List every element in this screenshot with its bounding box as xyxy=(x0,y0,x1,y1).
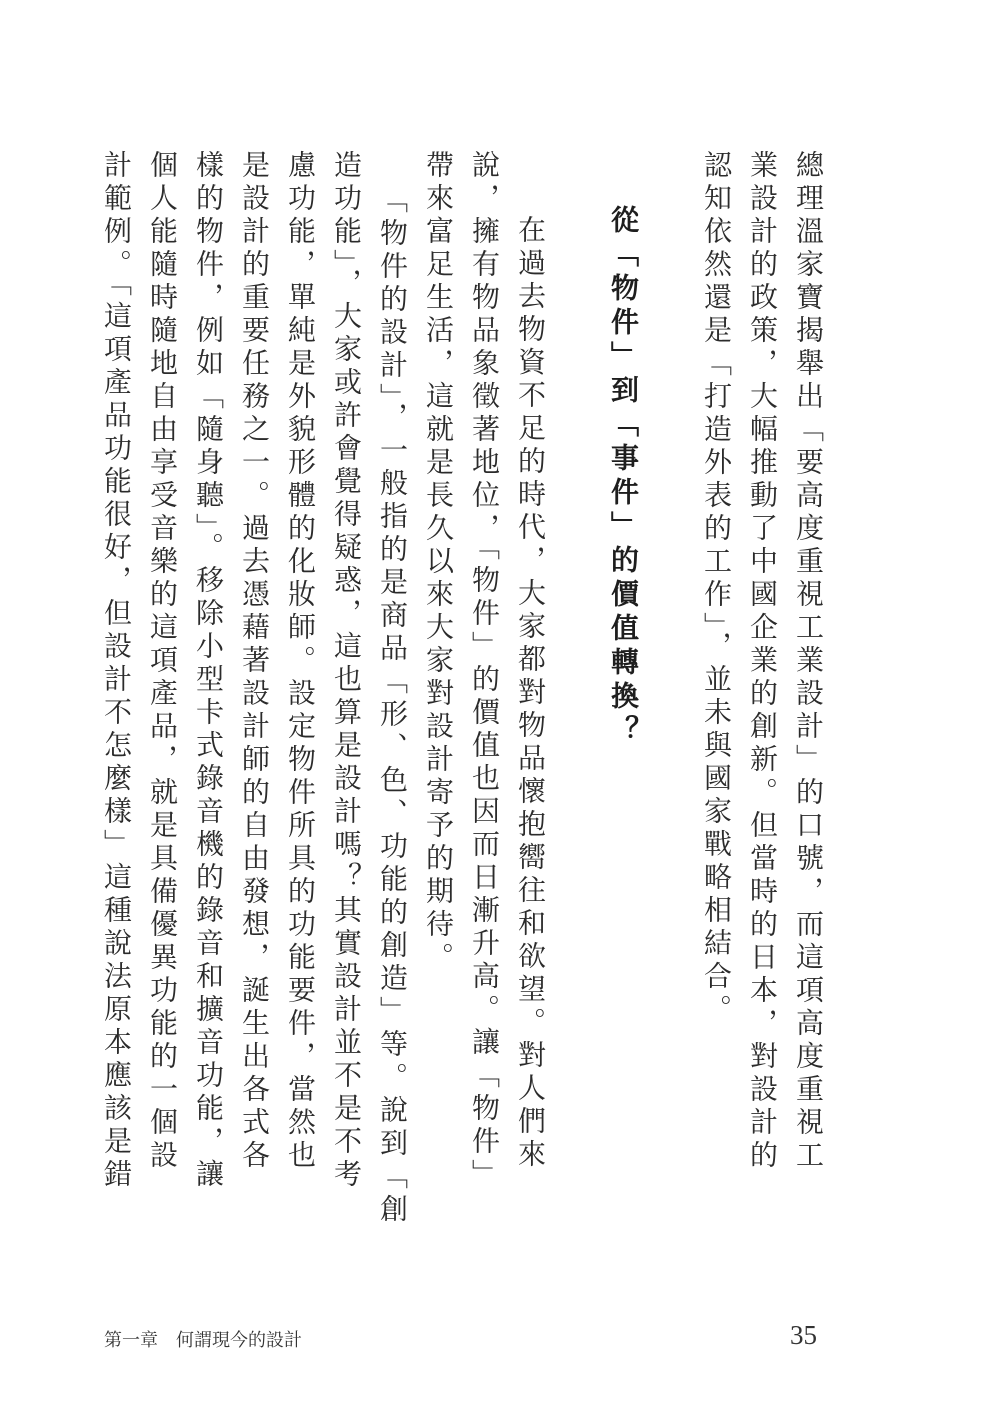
text-column: 個人能隨時隨地自由享受音樂的這項產品，就是具備優異功能的一個設 xyxy=(146,150,179,1173)
text-column: 業設計的政策，大幅推動了中國企業的創新。但當時的日本，對設計的 xyxy=(746,150,779,1173)
text-column: 計範例。「這項產品功能很好，但設計不怎麼樣」這種說法原本應該是錯 xyxy=(100,150,133,1192)
text-column: 是設計的重要任務之一。過去憑藉著設計師的自由發想，誕生出各式各 xyxy=(238,150,271,1173)
text-column: 說，擁有物品象徵著地位，「物件」的價值也因而日漸升高。讓「物件」 xyxy=(468,150,501,1192)
text-column: 慮功能，單純是外貌形體的化妝師。設定物件所具的功能要件，當然也 xyxy=(284,150,317,1173)
text-column: 樣的物件，例如「隨身聽」。移除小型卡式錄音機的錄音和擴音功能，讓 xyxy=(192,150,225,1192)
section-heading: 從「物件」到「事件」的價值轉換？ xyxy=(607,205,640,749)
page-number: 35 xyxy=(790,1320,817,1350)
text-column: 造功能」，大家或許會覺得疑惑，這也算是設計嗎？其實設計並不是不考 xyxy=(330,150,363,1192)
text-column: 認知依然還是「打造外表的工作」，並未與國家戰略相結合。 xyxy=(700,150,733,1027)
text-column: 總理溫家寶揭舉出「要高度重視工業設計」的口號，而這項高度重視工 xyxy=(792,150,825,1173)
text-column: 在過去物資不足的時代，大家都對物品懷抱嚮往和欲望。對人們來 xyxy=(514,215,547,1172)
text-column: 帶來富足生活，這就是長久以來大家對設計寄予的期待。 xyxy=(422,150,455,975)
running-footer-chapter: 第一章 何謂現今的設計 xyxy=(104,1330,302,1351)
text-column: 「物件的設計」，一般指的是商品「形、色、功能的創造」等。說到「創 xyxy=(376,185,409,1227)
